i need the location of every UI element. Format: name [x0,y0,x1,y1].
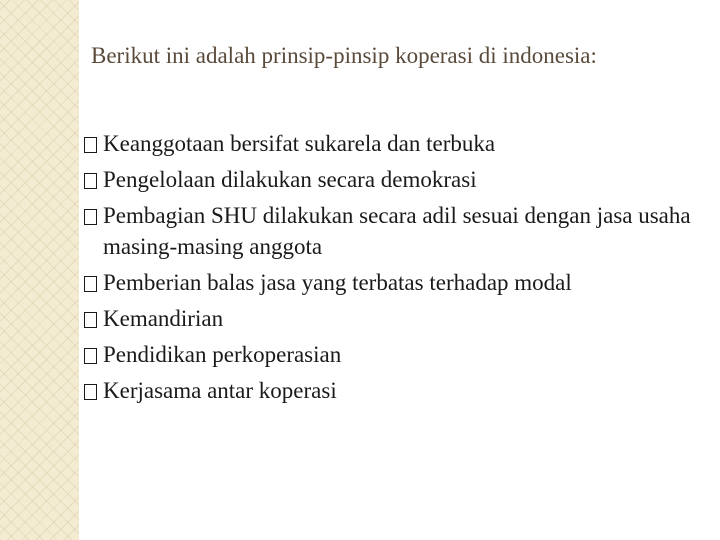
bullet-text: Pendidikan perkoperasian [103,342,342,367]
bullet-text: Keanggotaan bersifat sukarela dan terbuka [103,131,496,156]
decorative-side-panel [0,0,79,540]
bullet-item [84,267,714,298]
bullet-text: Pemberian balas jasa yang terbatas terhadap modal [103,270,572,295]
bullet-text: Pengelolaan dilakukan secara demokrasi [103,167,477,192]
bullet-item [84,303,714,334]
box-glyph-icon [84,312,97,328]
box-glyph-icon [84,173,97,189]
box-glyph-icon [84,348,97,364]
box-glyph-icon [84,276,97,292]
slide-title: Berikut ini adalah prinsip-pinsip koperasi di indonesia: [91,43,597,68]
bullet-item [84,339,714,370]
box-glyph-icon [84,209,97,225]
bullet-text: Kemandirian [103,306,224,331]
box-glyph-icon [84,137,97,153]
bullet-text: Kerjasama antar koperasi [103,378,337,403]
bullet-item [84,164,714,195]
bullet-list [84,128,714,411]
box-glyph-icon [84,384,97,400]
bullet-item [84,128,714,159]
bullet-item [84,200,714,262]
bullet-text: Pembagian SHU dilakukan secara adil sesuai dengan jasa usaha masing-masing anggota [103,203,691,259]
bullet-item [84,375,714,406]
